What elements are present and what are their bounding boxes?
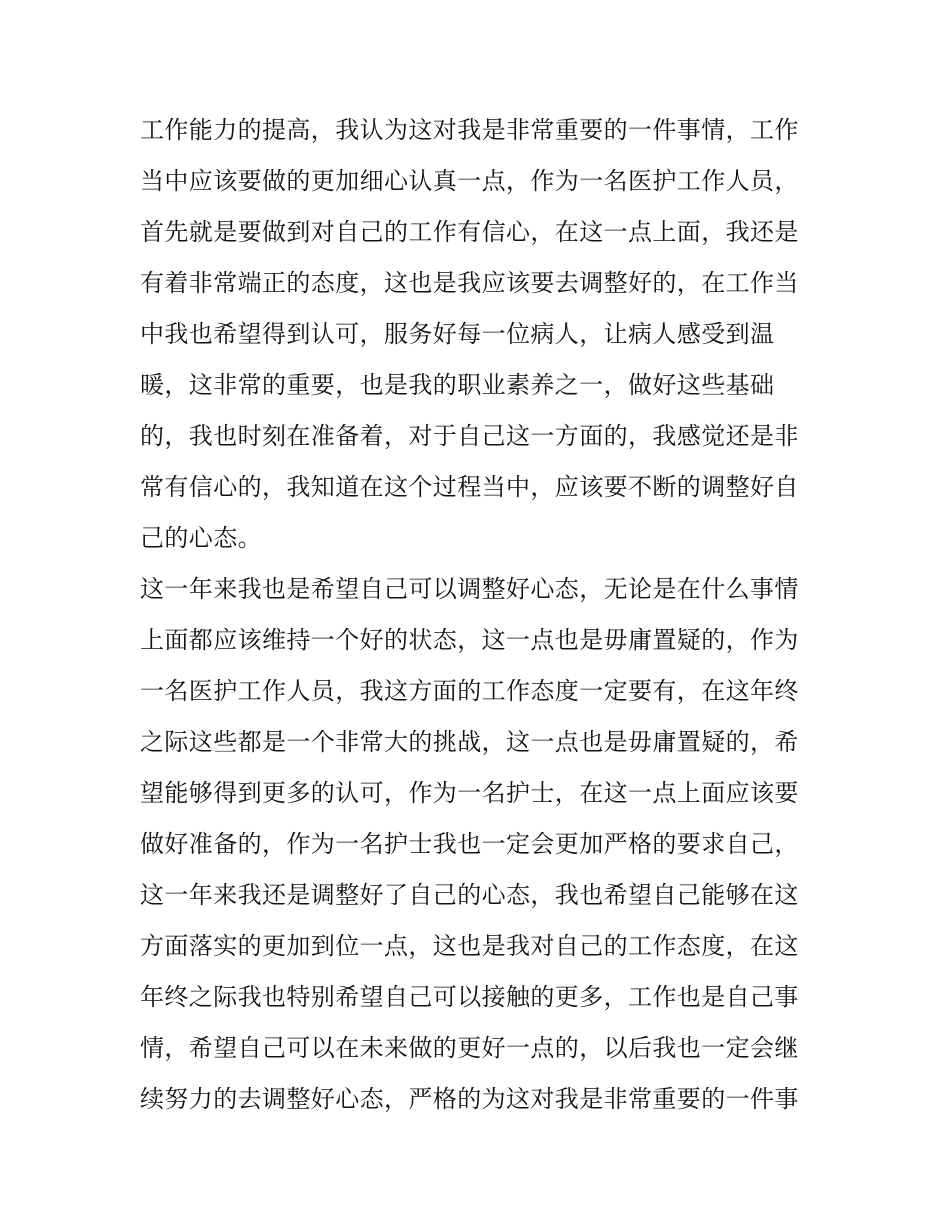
- text-line: 的，我也时刻在准备着，对于自己这一方面的，我感觉还是非: [140, 422, 799, 450]
- text-line: 做好准备的，作为一名护士我也一定会更加严格的要求自己，: [140, 830, 799, 858]
- text-line: 情，希望自己可以在未来做的更好一点的，以后我也一定会继: [140, 1034, 799, 1062]
- text-line: 续努力的去调整好心态，严格的为这对我是非常重要的一件事: [140, 1085, 799, 1113]
- text-line: 有着非常端正的态度，这也是我应该要去调整好的，在工作当: [140, 269, 799, 297]
- text-line: 首先就是要做到对自己的工作有信心，在这一点上面，我还是: [140, 218, 799, 246]
- text-line: 望能够得到更多的认可，作为一名护士，在这一点上面应该要: [140, 779, 799, 807]
- text-line: 年终之际我也特别希望自己可以接触的更多，工作也是自己事: [140, 983, 799, 1011]
- text-line: 一名医护工作人员，我这方面的工作态度一定要有，在这年终: [140, 677, 799, 705]
- text-line: 上面都应该维持一个好的状态，这一点也是毋庸置疑的，作为: [140, 626, 799, 654]
- text-line: 方面落实的更加到位一点，这也是我对自己的工作态度，在这: [140, 932, 799, 960]
- text-line: 暖，这非常的重要，也是我的职业素养之一，做好这些基础: [140, 371, 775, 399]
- text-line: 之际这些都是一个非常大的挑战，这一点也是毋庸置疑的，希: [140, 728, 799, 756]
- text-line: 当中应该要做的更加细心认真一点，作为一名医护工作人员，: [140, 167, 799, 195]
- text-line: 工作能力的提高，我认为这对我是非常重要的一件事情，工作: [140, 116, 799, 144]
- text-line: 中我也希望得到认可，服务好每一位病人，让病人感受到温: [140, 320, 775, 348]
- text-line: 这一年来我也是希望自己可以调整好心态，无论是在什么事情: [140, 575, 799, 603]
- text-line: 这一年来我还是调整好了自己的心态，我也希望自己能够在这: [140, 881, 799, 909]
- text-line: 己的心态。: [140, 524, 262, 552]
- text-line: 常有信心的，我知道在这个过程当中，应该要不断的调整好自: [140, 473, 799, 501]
- body-text: [140, 112, 820, 1132]
